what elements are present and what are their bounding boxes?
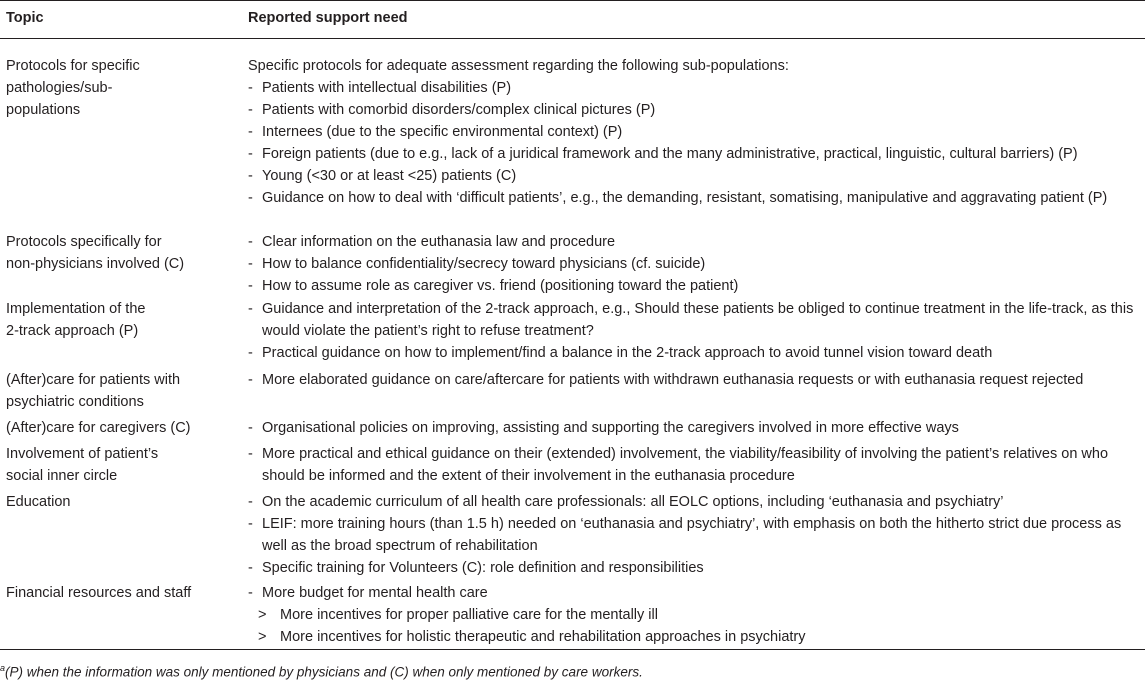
list-item: - More practical and ethical guidance on their (extended) involvement, the viability/feasibility of involving the patient’s relatives on who should be informed and the extent of their involvement in the euthanasia procedure bbox=[248, 446, 1109, 484]
need-cell bbox=[248, 491, 1143, 579]
list-item: - Clear information on the euthanasia law and procedure bbox=[248, 234, 616, 250]
need-cell bbox=[248, 443, 1143, 487]
list-item: - On the academic curriculum of all health care professionals: all EOLC options, including ‘euthanasia and psychiatry’ bbox=[248, 494, 1004, 510]
need-cell bbox=[248, 55, 1143, 209]
list-item: - Young (<30 or at least <25) patients (C) bbox=[248, 168, 517, 184]
topic-cell: Protocols specifically for non-physicians involved (C) bbox=[6, 234, 185, 272]
list-item: - Specific training for Volunteers (C): role definition and responsibilities bbox=[248, 560, 704, 576]
list-item: - Practical guidance on how to implement/find a balance in the 2-track approach to avoid tunnel vision toward death bbox=[248, 345, 993, 361]
list-item: - More budget for mental health care bbox=[248, 585, 488, 601]
footnote-text: (P) when the information was only mentioned by physicians and (C) when only mentioned by care workers. bbox=[5, 664, 643, 680]
list-item: - Internees (due to the specific environmental context) (P) bbox=[248, 124, 623, 140]
list-item: - How to balance confidentiality/secrecy toward physicians (cf. suicide) bbox=[248, 256, 706, 272]
topic-cell: Protocols for specific pathologies/sub- populations bbox=[6, 58, 140, 118]
intro-text: Specific protocols for adequate assessment regarding the following sub-populations: bbox=[248, 58, 789, 74]
table-bottom-rule bbox=[0, 649, 1145, 650]
list-item: - Guidance on how to deal with ‘difficult patients’, e.g., the demanding, resistant, somatising, manipulative and aggravating patient (P) bbox=[248, 190, 1108, 206]
header-topic: Topic bbox=[6, 10, 44, 26]
need-cell bbox=[248, 369, 1143, 391]
need-cell bbox=[248, 417, 1143, 439]
sub-list-item: > More incentives for proper palliative care for the mentally ill bbox=[258, 607, 658, 623]
topic-cell: Implementation of the 2-track approach (P) bbox=[6, 301, 146, 339]
list-item: - Guidance and interpretation of the 2-track approach, e.g., Should these patients be obliged to continue treatment in the life-track, as this would violate the patient’s right to refuse treatment? bbox=[248, 301, 1134, 339]
footnote-marker: a bbox=[0, 663, 6, 673]
topic-cell: Involvement of patient’s social inner circle bbox=[6, 446, 159, 484]
header-rule bbox=[0, 38, 1145, 39]
list-item: - LEIF: more training hours (than 1.5 h) needed on ‘euthanasia and psychiatry’, with emphasis on both the hitherto strict due process as well as the broad spectrum of rehabilitation bbox=[248, 516, 1122, 554]
sub-list-item: > More incentives for holistic therapeutic and rehabilitation approaches in psychiatry bbox=[258, 629, 806, 645]
topic-cell: (After)care for caregivers (C) bbox=[6, 420, 191, 436]
topic-cell: (After)care for patients with psychiatric conditions bbox=[6, 372, 181, 410]
header-reported-support-need: Reported support need bbox=[248, 10, 408, 26]
list-item: - Organisational policies on improving, assisting and supporting the caregivers involved in more effective ways bbox=[248, 420, 959, 436]
list-item: - Patients with intellectual disabilities (P) bbox=[248, 80, 512, 96]
need-cell bbox=[248, 231, 1143, 297]
need-cell bbox=[248, 582, 1143, 648]
list-item: - How to assume role as caregiver vs. friend (positioning toward the patient) bbox=[248, 278, 739, 294]
table-footnote bbox=[0, 663, 643, 680]
table-top-rule bbox=[0, 0, 1145, 1]
list-item: - Foreign patients (due to e.g., lack of a juridical framework and the many administrative, practical, linguistic, cultural barriers) (P) bbox=[248, 146, 1078, 162]
topic-cell: Education bbox=[6, 494, 71, 510]
need-cell bbox=[248, 298, 1143, 364]
list-item: - More elaborated guidance on care/aftercare for patients with withdrawn euthanasia requests or with euthanasia request rejected bbox=[248, 372, 1084, 388]
topic-cell: Financial resources and staff bbox=[6, 585, 192, 601]
list-item: - Patients with comorbid disorders/complex clinical pictures (P) bbox=[248, 102, 656, 118]
